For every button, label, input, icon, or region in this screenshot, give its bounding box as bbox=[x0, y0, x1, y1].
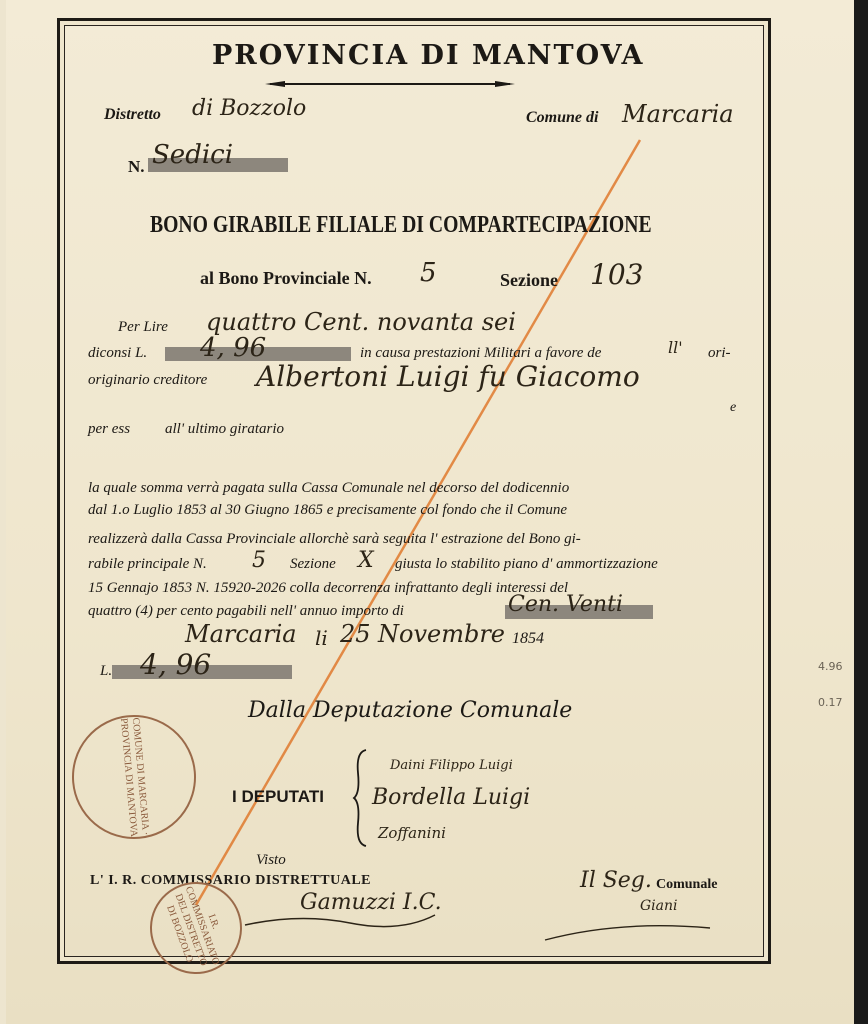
total-value: 4, 96 bbox=[140, 648, 212, 681]
date-month: Novembre bbox=[378, 620, 506, 648]
paragraph-line-3: realizzerà dalla Cassa Provinciale allorchè sarà seguita l' estrazione del Bono gi- bbox=[88, 531, 581, 547]
bono-number: 5 bbox=[420, 258, 437, 288]
originario-label: originario creditore bbox=[88, 372, 208, 388]
deputation-heading: Dalla Deputazione Comunale bbox=[248, 698, 573, 723]
number-value: Sedici bbox=[152, 140, 234, 170]
date-day: 25 bbox=[340, 620, 371, 648]
bono-label: al Bono Provinciale N. bbox=[200, 268, 372, 288]
commissioner-label: L' I. R. COMMISSARIO DISTRETTUALE bbox=[90, 873, 371, 888]
number-label: N. bbox=[128, 157, 145, 176]
paragraph-line-4-section: X bbox=[358, 548, 374, 573]
section-value: 103 bbox=[590, 258, 644, 291]
date-li: li bbox=[315, 626, 328, 650]
district-value: di Bozzolo bbox=[192, 96, 307, 121]
amount-figure: 4, 96 bbox=[200, 333, 267, 363]
title-ornament bbox=[265, 78, 515, 90]
per-lire-label: Per Lire bbox=[118, 319, 168, 335]
ori-text: ori- bbox=[708, 345, 731, 361]
commissioner-flourish bbox=[240, 905, 440, 935]
diconsi-label: diconsi L. bbox=[88, 345, 148, 361]
paragraph-line-4b: Sezione bbox=[290, 556, 336, 572]
amount-words: quattro Cent. novanta sei bbox=[206, 308, 516, 336]
ultimo-giratario: all' ultimo giratario bbox=[165, 421, 285, 437]
causa-text: in causa prestazioni Militari a favore de bbox=[360, 345, 602, 361]
paragraph-line-2: dal 1.o Luglio 1853 al 30 Giugno 1865 e precisamente col fondo che il Comune bbox=[88, 502, 567, 518]
paragraph-line-1: la quale somma verrà pagata sulla Cassa Comunale nel decorso del dodicennio bbox=[88, 480, 570, 496]
causa-suffix: ll' bbox=[668, 338, 683, 357]
per-ess-text: per ess bbox=[88, 421, 131, 437]
deputy-signature-3: Zoffanini bbox=[378, 824, 446, 842]
commissioner-signature: Gamuzzi I.C. bbox=[300, 890, 442, 915]
interest-value: Cen. Venti bbox=[508, 592, 623, 617]
total-label: L. bbox=[100, 663, 113, 679]
e-text: e bbox=[730, 400, 737, 415]
document-title: BONO GIRABILE FILIALE DI COMPARTECIPAZIONE bbox=[150, 212, 652, 238]
deputati-brace bbox=[352, 748, 372, 848]
commune-label: Comune di bbox=[526, 109, 599, 126]
paragraph-line-6: quattro (4) per cento pagabili nell' annuo importo di bbox=[88, 603, 404, 619]
paragraph-line-4c: giusta lo stabilito piano d' ammortizzazione bbox=[395, 556, 658, 572]
commune-stamp: COMUNE DI MARCARIA · PROVINCIA DI MANTOVA bbox=[67, 710, 201, 844]
visto-label: Visto bbox=[256, 852, 286, 868]
province-title: PROVINCIA DI MANTOVA bbox=[212, 40, 645, 71]
date-place: Marcaria bbox=[185, 620, 297, 648]
date-year: 1854 bbox=[512, 630, 544, 647]
secretary-prefix: Il Seg. bbox=[580, 868, 652, 893]
secretary-flourish bbox=[540, 910, 720, 950]
paragraph-line-4-number: 5 bbox=[252, 548, 266, 573]
deputy-signature-2: Bordella Luigi bbox=[372, 785, 531, 810]
district-stamp: I.R. COMMISSARIATO DEL DISTRETTO DI BOZZOLO bbox=[137, 869, 255, 987]
secretary-label: Comunale bbox=[656, 877, 718, 892]
deputy-signature-1: Daini Filippo Luigi bbox=[390, 758, 513, 773]
commune-value: Marcaria bbox=[622, 100, 734, 128]
deputati-label: I DEPUTATI bbox=[232, 787, 324, 806]
margin-note-2: 0.17 bbox=[818, 696, 843, 709]
paragraph-line-5: 15 Gennajo 1853 N. 15920-2026 colla decorrenza infrattanto degli interessi del bbox=[88, 580, 569, 596]
district-label: Distretto bbox=[104, 106, 161, 123]
paragraph-line-4a: rabile principale N. bbox=[88, 556, 207, 572]
section-label: Sezione bbox=[500, 270, 558, 290]
margin-note-1: 4.96 bbox=[818, 660, 843, 673]
secretary-signature: Giani bbox=[640, 898, 678, 914]
creditor-name: Albertoni Luigi fu Giacomo bbox=[256, 360, 640, 393]
